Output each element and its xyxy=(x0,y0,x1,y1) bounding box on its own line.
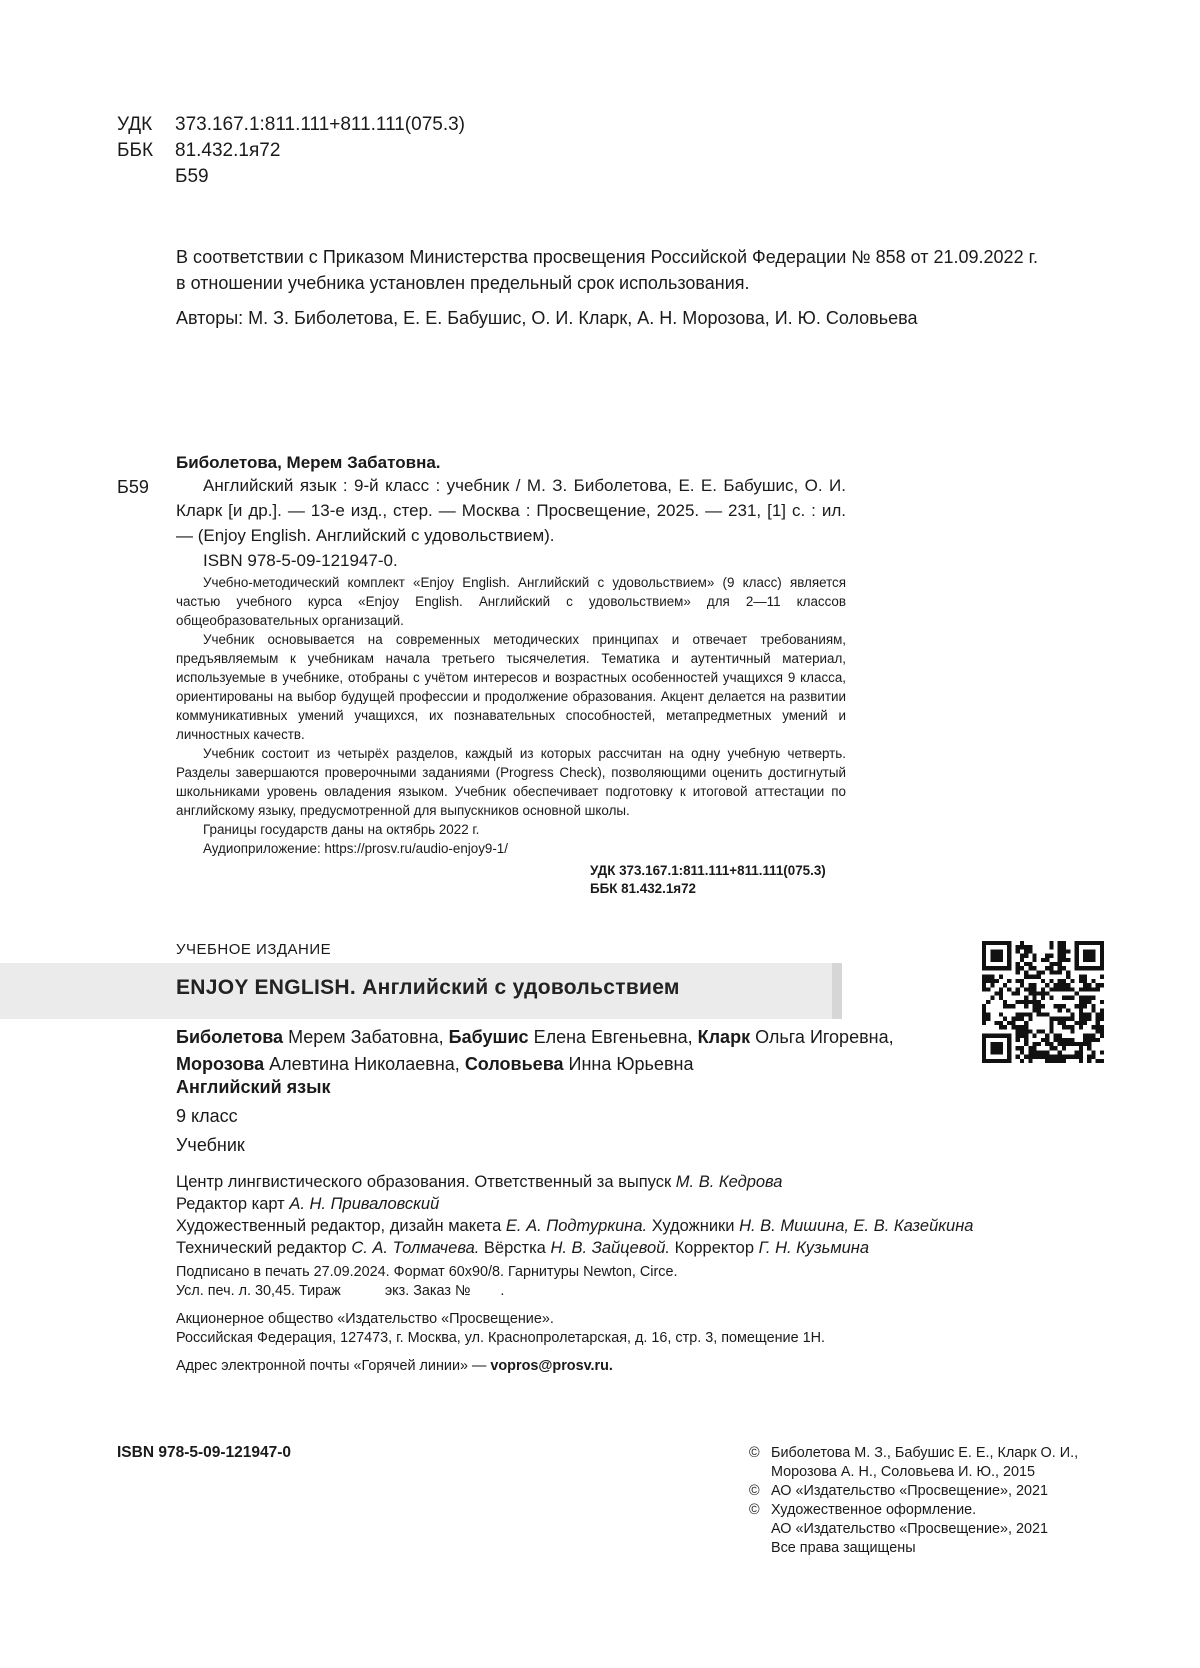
udk-row xyxy=(117,112,465,138)
publisher-name: Акционерное общество «Издательство «Просвещение». xyxy=(176,1311,554,1327)
copyright-line xyxy=(749,1444,1078,1463)
card-para-3: Учебник состоит из четырёх разделов, каждый из которых рассчитан на одну учебную четверть. Разделы завершаются проверочными заданиями (Progress Check), позволяющими оценить достигнутый школьниками уровень овладения языком. Учебник обеспечивает подготовку к итоговой аттестации по английскому языку, предусмотренной для выпускников основной школы. xyxy=(176,746,846,818)
hotline-email xyxy=(176,1358,613,1374)
print-end: . xyxy=(500,1283,505,1299)
print-order: экз. Заказ № xyxy=(384,1283,471,1299)
card-author-heading: Биболетова, Мерем Забатовна. xyxy=(176,453,441,472)
staff-role: Вёрстка xyxy=(479,1239,551,1257)
series-title: ENJOY ENGLISH. Английский с удовольствием xyxy=(176,976,680,999)
author-surname: Кларк xyxy=(697,1027,751,1047)
card-mark: Б59 xyxy=(117,477,149,497)
rights-reserved: Все права защищены xyxy=(771,1540,916,1556)
card-isbn: ISBN 978-5-09-121947-0. xyxy=(203,551,398,570)
staff-name: А. Н. Приваловский xyxy=(289,1195,440,1213)
copyright-text: АО «Издательство «Просвещение», 2021 xyxy=(771,1483,1049,1499)
copyright-text: Морозова А. Н., Соловьева И. Ю., 2015 xyxy=(771,1464,1036,1480)
classification-block xyxy=(117,112,465,190)
udk-label: УДК xyxy=(117,114,153,135)
publisher-address: Российская Федерация, 127473, г. Москва, ул. Краснопролетарская, д. 16, стр. 3, помещение 1Н. xyxy=(176,1330,825,1346)
author-surname: Бабушис xyxy=(448,1027,529,1047)
copyright-line xyxy=(749,1482,1078,1501)
staff-name: М. В. Кедрова xyxy=(675,1173,783,1191)
credits-line-1 xyxy=(176,1024,894,1051)
print-info xyxy=(176,1263,677,1301)
author-given: Инна Юрьевна xyxy=(563,1054,694,1074)
copyright-icon: © xyxy=(749,1502,760,1518)
copyright-text: Художественное оформление. xyxy=(771,1502,977,1518)
staff-role: Корректор xyxy=(669,1239,759,1257)
staff-line-3 xyxy=(176,1215,974,1237)
copyright-text: АО «Издательство «Просвещение», 2021 xyxy=(771,1521,1049,1537)
author-given: Ольга Игоревна, xyxy=(750,1027,894,1047)
isbn-bottom: ISBN 978-5-09-121947-0 xyxy=(117,1444,292,1461)
staff-block xyxy=(176,1171,974,1259)
author-surname: Соловьева xyxy=(464,1054,564,1074)
copyright-line xyxy=(749,1463,1078,1482)
card-para-1: Учебно-методический комплект «Enjoy English. Английский с удовольствием» (9 класс) является частью учебного курса «Enjoy English. Английский с удовольствием» для 2—11 классов общеобразовательных организаций. xyxy=(176,575,846,628)
card-description: Английский язык : 9-й класс : учебник / М. З. Биболетова, Е. Е. Бабушис, О. И. Кларк [и др.]. — 13-е изд., стер. — Москва : Просвещение, 2025. — 231, [1] с. : ил. — (Enjoy English. Английский с удовольствием). xyxy=(176,476,846,545)
copyright-icon: © xyxy=(749,1445,760,1461)
copyright-line xyxy=(749,1520,1078,1539)
author-mark: Б59 xyxy=(175,166,209,187)
print-volume: Усл. печ. л. 30,45. Тираж xyxy=(176,1283,341,1299)
staff-role: Редактор карт xyxy=(176,1195,290,1213)
author-surname: Морозова xyxy=(176,1054,265,1074)
publisher-info xyxy=(176,1310,825,1348)
author-surname: Биболетова xyxy=(176,1027,284,1047)
print-line-1: Подписано в печать 27.09.2024. Формат 60x90/8. Гарнитуры Newton, Circe. xyxy=(176,1264,678,1280)
staff-line-1 xyxy=(176,1171,974,1193)
email-label: Адрес электронной почты «Горячей линии» — xyxy=(176,1358,491,1374)
author-given: Алевтина Николаевна, xyxy=(264,1054,465,1074)
card-bbk: ББК 81.432.1я72 xyxy=(590,881,696,896)
card-para-2: Учебник основывается на современных методических принципах и отвечает требованиям, предъявляемым к учебникам начала третьего тысячелетия. Тематика и аутентичный материал, используемые в учебнике, отобраны с учётом интересов и возрастных особенностей учащихся 9 класса, ориентированы на выбор будущей профессии и продолжение образования. Акцент делается на развитии коммуникативных умений учащихся, их познавательных способностей, метапредметных умений и личностных качеств. xyxy=(176,632,846,742)
card-codes xyxy=(590,862,846,898)
notice-line-1: В соответствии с Приказом Министерства просвещения Российской Федерации № 858 от 21.09.2022 г. xyxy=(176,247,1038,267)
copyright-icon: © xyxy=(749,1483,760,1499)
qr-code-icon[interactable] xyxy=(982,941,1104,1063)
card-udk: УДК 373.167.1:811.111+811.111(075.3) xyxy=(590,863,826,878)
staff-role: Технический редактор xyxy=(176,1239,352,1257)
authors-line: Авторы: М. З. Биболетова, Е. Е. Бабушис, О. И. Кларк, А. Н. Морозова, И. Ю. Соловьева xyxy=(176,308,918,328)
staff-name: Н. В. Мишина, Е. В. Казейкина xyxy=(739,1217,974,1235)
library-card xyxy=(117,453,846,898)
edition-label: УЧЕБНОЕ ИЗДАНИЕ xyxy=(176,941,332,958)
staff-line-4 xyxy=(176,1237,974,1259)
bbk-label: ББК xyxy=(117,140,154,161)
print-line-2 xyxy=(176,1282,677,1301)
staff-line-2 xyxy=(176,1193,974,1215)
bbk-value: 81.432.1я72 xyxy=(175,140,281,161)
email-link[interactable]: vopros@prosv.ru. xyxy=(490,1358,613,1374)
grade-label: 9 класс xyxy=(176,1106,238,1126)
author-mark-row xyxy=(117,164,465,190)
notice-line-2: в отношении учебника установлен предельный срок использования. xyxy=(176,273,750,293)
book-kind: Учебник xyxy=(176,1135,245,1155)
staff-name: С. А. Толмачева. xyxy=(351,1239,480,1257)
ministry-notice xyxy=(176,244,1038,296)
author-given: Мерем Забатовна, xyxy=(283,1027,449,1047)
credits-block xyxy=(176,1024,894,1078)
credits-line-2 xyxy=(176,1051,894,1078)
copyright-line xyxy=(749,1539,1078,1558)
band-edge xyxy=(832,963,842,1019)
card-borders: Границы государств даны на октябрь 2022 г. xyxy=(203,822,480,837)
staff-name: Е. А. Подтуркина. xyxy=(505,1217,648,1235)
copyright-block xyxy=(749,1444,1078,1558)
staff-name: Г. Н. Кузьмина xyxy=(758,1239,870,1257)
copyright-line xyxy=(749,1501,1078,1520)
subject-title: Английский язык xyxy=(176,1077,331,1097)
udk-value: 373.167.1:811.111+811.111(075.3) xyxy=(175,114,466,135)
author-given: Елена Евгеньевна, xyxy=(528,1027,698,1047)
staff-role: Художественный редактор, дизайн макета xyxy=(176,1217,506,1235)
copyright-text: Биболетова М. З., Бабушис Е. Е., Кларк О. И., xyxy=(771,1445,1079,1461)
bbk-row xyxy=(117,138,465,164)
staff-role: Центр лингвистического образования. Ответственный за выпуск xyxy=(176,1173,676,1191)
staff-name: Н. В. Зайцевой. xyxy=(550,1239,670,1257)
staff-role: Художники xyxy=(647,1217,740,1235)
card-audio: Аудиоприложение: https://prosv.ru/audio-enjoy9-1/ xyxy=(203,841,508,856)
